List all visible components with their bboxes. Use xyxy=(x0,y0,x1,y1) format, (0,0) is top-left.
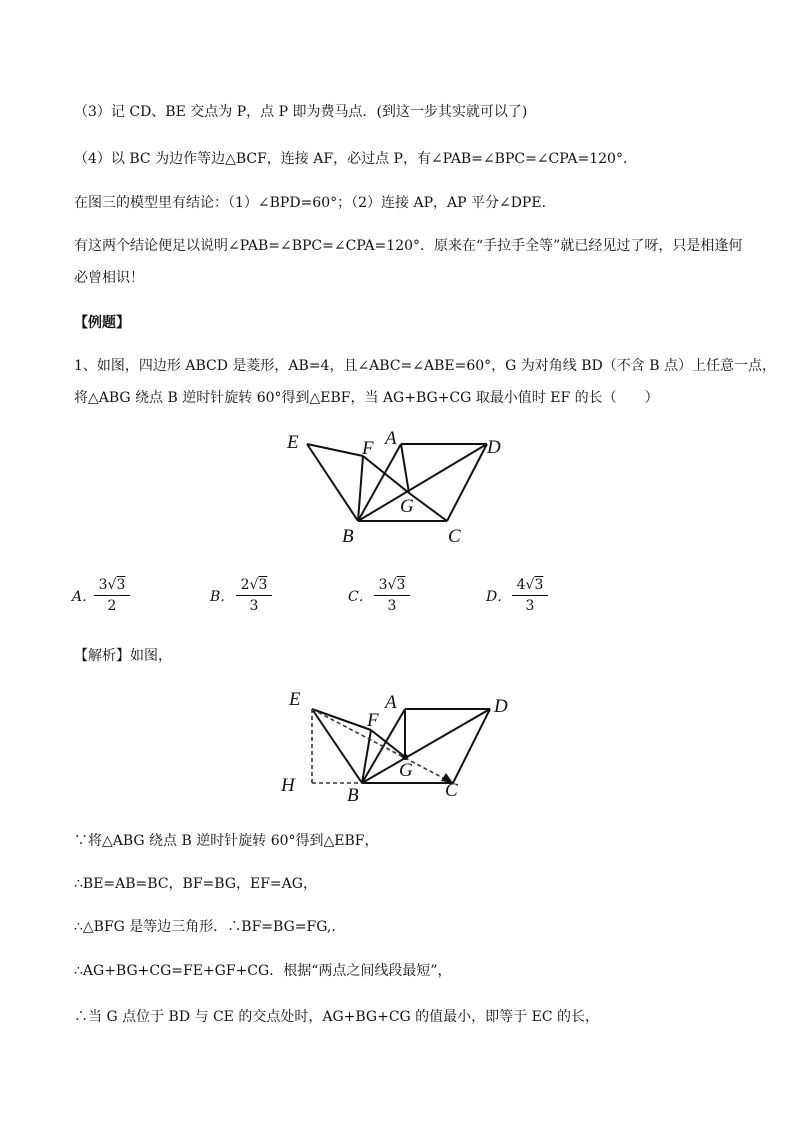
figure-1-rhombus xyxy=(270,420,530,555)
label-E: E xyxy=(287,432,299,453)
label-C: C xyxy=(448,526,461,547)
section-heading-example: 【例题】 xyxy=(74,315,130,331)
option-b-label: B． xyxy=(210,589,235,605)
option-d-value: 4√3 3 xyxy=(512,576,548,615)
solution-line-1: ∵将△ABG 绕点 B 逆时针旋转 60°得到△EBF， xyxy=(74,833,379,849)
option-a-label: A． xyxy=(72,589,97,605)
label-B: B xyxy=(347,785,359,804)
label-F: F xyxy=(367,710,379,731)
text-line-1: （3）记 CD、BE 交点为 P，点 P 即为费马点．(到这一步其实就可以了) xyxy=(74,104,528,120)
problem-line-2: 将△ABG 绕点 B 逆时针旋转 60°得到△EBF，当 AG+BG+CG 取最小值时 EF 的长（ ） xyxy=(74,390,659,406)
label-D: D xyxy=(494,696,508,717)
text-line-4: 有这两个结论便足以说明∠PAB=∠BPC=∠CPA=120°．原来在“手拉手全等”就已经见过了呀，只是相逢何 xyxy=(74,238,743,254)
solution-line-3: ∴△BFG 是等边三角形．∴BF=BG=FG,． xyxy=(74,919,346,935)
text-line-3: 在图三的模型里有结论：（1）∠BPD=60°；（2）连接 AP，AP 平分∠DPE． xyxy=(74,195,556,211)
option-d-label: D． xyxy=(486,589,512,605)
label-H: H xyxy=(281,775,295,796)
solution-line-4: ∴AG+BG+CG=FE+GF+CG．根据“两点之间线段最短”， xyxy=(74,963,452,979)
label-G: G xyxy=(399,760,413,781)
option-c-label: C． xyxy=(348,589,373,605)
label-A: A xyxy=(385,428,397,449)
label-B: B xyxy=(342,526,354,547)
text-line-5: 必曾相识！ xyxy=(74,270,144,286)
label-E: E xyxy=(289,689,301,710)
problem-line-1: 1、如图，四边形 ABCD 是菱形，AB=4，且∠ABC=∠ABE=60°，G 为对角线 BD（不含 B 点）上任意一点， xyxy=(74,358,776,374)
label-C: C xyxy=(445,780,458,801)
option-c-value: 3√3 3 xyxy=(374,576,410,615)
label-F: F xyxy=(362,438,374,459)
label-D: D xyxy=(487,437,501,458)
label-G: G xyxy=(400,496,414,517)
option-a-value: 3√3 2 xyxy=(94,576,130,615)
text-line-2: （4）以 BC 为边作等边△BCF，连接 AF，必过点 P，有∠PAB=∠BPC=∠CPA=120°． xyxy=(74,151,637,167)
figure-2-solution xyxy=(275,682,535,804)
option-b-value: 2√3 3 xyxy=(236,576,272,615)
label-A: A xyxy=(385,692,397,713)
solution-heading: 【解析】如图， xyxy=(74,648,172,664)
solution-line-2: ∴BE=AB=BC，BF=BG，EF=AG， xyxy=(74,876,317,892)
solution-line-5: ∴当 G 点位于 BD 与 CE 的交点处时，AG+BG+CG 的值最小，即等于 EC 的长， xyxy=(74,1009,599,1025)
